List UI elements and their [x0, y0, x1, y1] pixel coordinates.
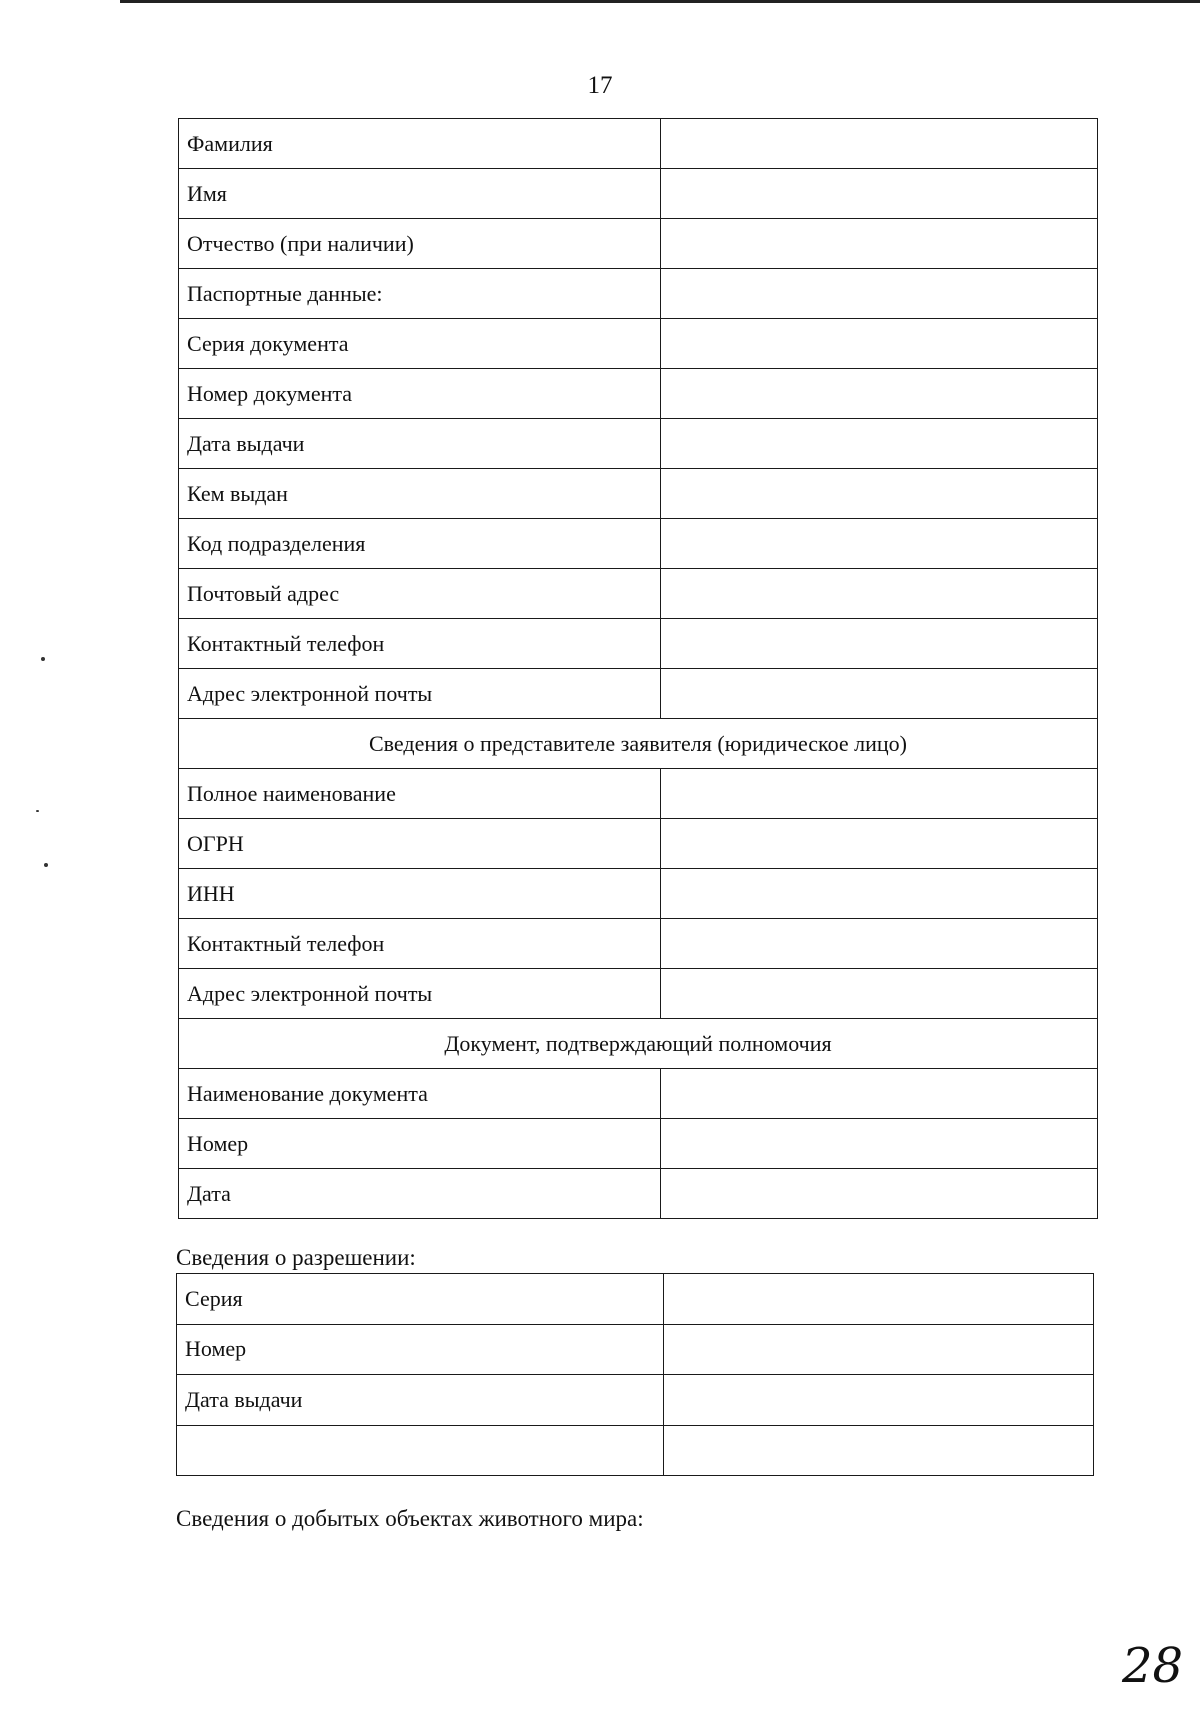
- row-label-authority-date: Дата: [179, 1169, 661, 1219]
- row-value-email[interactable]: [661, 669, 1098, 719]
- row-value-document-name[interactable]: [661, 1069, 1098, 1119]
- section-header-row: [179, 1019, 1098, 1069]
- row-label-passport-data: Паспортные данные:: [179, 269, 661, 319]
- row-label-issued-by: Кем выдан: [179, 469, 661, 519]
- table-row: [179, 569, 1098, 619]
- row-label-permit-empty: [177, 1425, 664, 1476]
- row-label-postal-address: Почтовый адрес: [179, 569, 661, 619]
- row-value-permit-issue-date[interactable]: [664, 1375, 1094, 1426]
- scan-top-edge: [120, 0, 1200, 3]
- table-row: [179, 869, 1098, 919]
- row-value-ogrn[interactable]: [661, 819, 1098, 869]
- row-value-document-series[interactable]: [661, 319, 1098, 369]
- row-value-rep-email[interactable]: [661, 969, 1098, 1019]
- row-label-ogrn: ОГРН: [179, 819, 661, 869]
- page-number: 17: [587, 72, 613, 99]
- row-label-document-series: Серия документа: [179, 319, 661, 369]
- table-row: [179, 619, 1098, 669]
- row-label-permit-number: Номер: [177, 1324, 664, 1375]
- row-label-full-name: Полное наименование: [179, 769, 661, 819]
- table-row: [179, 1119, 1098, 1169]
- row-label-first-name: Имя: [179, 169, 661, 219]
- row-label-contact-phone: Контактный телефон: [179, 619, 661, 669]
- table-row: [179, 319, 1098, 369]
- row-label-patronymic: Отчество (при наличии): [179, 219, 661, 269]
- row-value-issue-date[interactable]: [661, 419, 1098, 469]
- table-row: [179, 519, 1098, 569]
- row-value-surname[interactable]: [661, 119, 1098, 169]
- row-value-first-name[interactable]: [661, 169, 1098, 219]
- table-row: [177, 1375, 1094, 1426]
- scan-speck: [36, 810, 39, 812]
- table-row: [179, 469, 1098, 519]
- row-value-document-number[interactable]: [661, 369, 1098, 419]
- table-row: [179, 769, 1098, 819]
- row-label-rep-email: Адрес электронной почты: [179, 969, 661, 1019]
- row-value-permit-empty[interactable]: [664, 1425, 1094, 1476]
- handwritten-page-number: 28: [1122, 1638, 1184, 1694]
- table-row: [179, 1069, 1098, 1119]
- table-row: [179, 419, 1098, 469]
- table-row: [177, 1274, 1094, 1325]
- row-label-surname: Фамилия: [179, 119, 661, 169]
- row-value-authority-date[interactable]: [661, 1169, 1098, 1219]
- row-label-inn: ИНН: [179, 869, 661, 919]
- row-value-authority-number[interactable]: [661, 1119, 1098, 1169]
- table-row: [179, 669, 1098, 719]
- section-representative-header: Сведения о представителе заявителя (юридическое лицо): [179, 719, 1098, 769]
- animals-caption: Сведения о добытых объектах животного мира:: [176, 1506, 644, 1531]
- row-value-patronymic[interactable]: [661, 219, 1098, 269]
- row-value-permit-series[interactable]: [664, 1274, 1094, 1325]
- table-row: [177, 1425, 1094, 1476]
- row-value-division-code[interactable]: [661, 519, 1098, 569]
- row-value-postal-address[interactable]: [661, 569, 1098, 619]
- section-authority-document-header: Документ, подтверждающий полномочия: [179, 1019, 1098, 1069]
- row-value-issued-by[interactable]: [661, 469, 1098, 519]
- row-value-rep-contact-phone[interactable]: [661, 919, 1098, 969]
- row-value-full-name[interactable]: [661, 769, 1098, 819]
- applicant-info-table: [178, 118, 1098, 1219]
- table-row: [177, 1324, 1094, 1375]
- row-label-permit-series: Серия: [177, 1274, 664, 1325]
- table-row: [179, 219, 1098, 269]
- row-label-email: Адрес электронной почты: [179, 669, 661, 719]
- row-label-authority-number: Номер: [179, 1119, 661, 1169]
- table-row: [179, 119, 1098, 169]
- table-row: [179, 269, 1098, 319]
- table-row: [179, 369, 1098, 419]
- permit-caption: Сведения о разрешении:: [176, 1245, 416, 1270]
- row-label-issue-date: Дата выдачи: [179, 419, 661, 469]
- scan-speck: [41, 657, 45, 661]
- row-label-permit-issue-date: Дата выдачи: [177, 1375, 664, 1426]
- row-label-document-name: Наименование документа: [179, 1069, 661, 1119]
- row-label-division-code: Код подразделения: [179, 519, 661, 569]
- table-row: [179, 819, 1098, 869]
- table-row: [179, 919, 1098, 969]
- row-value-contact-phone[interactable]: [661, 619, 1098, 669]
- row-value-passport-data[interactable]: [661, 269, 1098, 319]
- row-label-rep-contact-phone: Контактный телефон: [179, 919, 661, 969]
- permit-info-table: [176, 1273, 1094, 1476]
- row-value-inn[interactable]: [661, 869, 1098, 919]
- table-row: [179, 969, 1098, 1019]
- row-value-permit-number[interactable]: [664, 1324, 1094, 1375]
- table-row: [179, 169, 1098, 219]
- scan-speck: [44, 863, 48, 867]
- section-header-row: [179, 719, 1098, 769]
- row-label-document-number: Номер документа: [179, 369, 661, 419]
- table-row: [179, 1169, 1098, 1219]
